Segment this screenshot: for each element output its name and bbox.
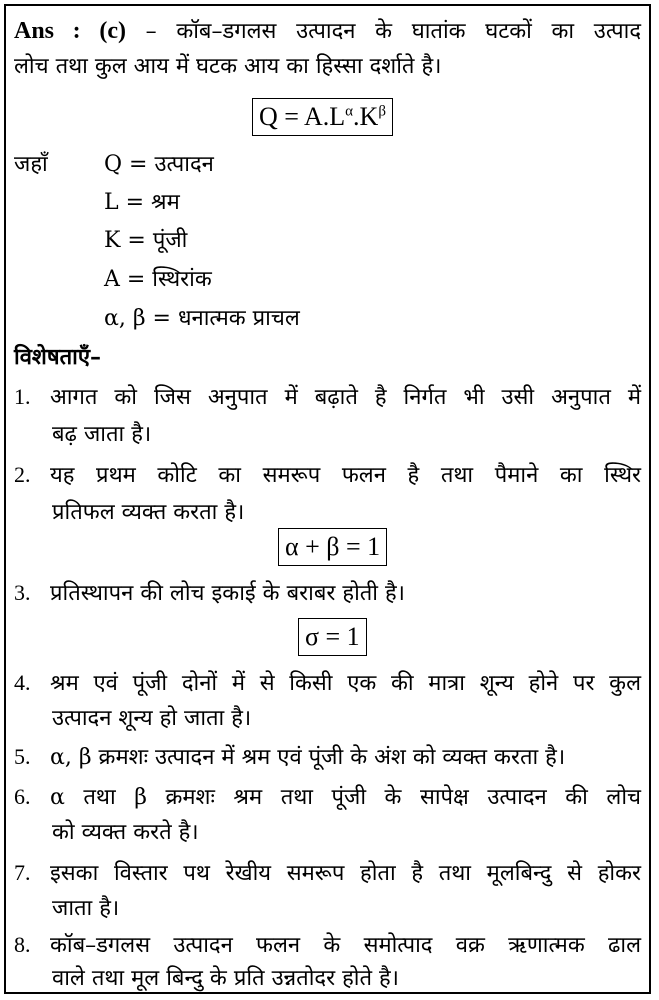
features-heading: विशेषताएँ–: [14, 344, 102, 370]
point-number: 8.: [14, 932, 31, 957]
point-4-cont: उत्पादन शून्य हो जाता है।: [52, 706, 252, 731]
definition-a: A = स्थिरांक: [104, 267, 212, 292]
answer-intro: – कॉब–डगलस उत्पादन के घातांक घटकों का उत्पाद: [145, 19, 641, 44]
point-text: α, β क्रमशः उत्पादन में श्रम एवं पूंजी के अंश को व्यक्त करता है।: [50, 745, 566, 770]
formula-alpha: α: [345, 103, 354, 120]
point-6-cont: को व्यक्त करते है।: [52, 820, 199, 845]
definition-k: K = पूंजी: [104, 228, 188, 253]
point-text: प्रतिस्थापन की लोच इकाई के बराबर होती है।: [50, 581, 406, 606]
sum-formula: α + β = 1: [278, 528, 387, 566]
answer-label: Ans : (c): [14, 18, 126, 44]
point-number: 1.: [14, 384, 31, 409]
formula-beta: β: [378, 103, 386, 120]
cobb-douglas-formula: [252, 98, 393, 136]
point-number: 7.: [14, 860, 31, 885]
point-text: यह प्रथम कोटि का समरूप फलन है तथा पैमाने का स्थिर: [50, 463, 641, 488]
sigma-formula: σ = 1: [298, 618, 367, 656]
point-number: 4.: [14, 670, 31, 695]
definition-alpha-beta: α, β = धनात्मक प्राचल: [104, 306, 300, 331]
answer-line-2: लोच तथा कुल आय में घटक आय का हिस्सा दर्शाते है।: [14, 54, 442, 79]
point-5: [14, 740, 641, 775]
answer-box: [4, 4, 651, 994]
point-number: 2.: [14, 462, 31, 487]
point-4: [14, 666, 641, 701]
point-7: [14, 856, 641, 891]
definition-q: Q = उत्पादन: [104, 152, 214, 177]
point-2: [14, 458, 641, 493]
formula-base: Q = A.L: [259, 102, 346, 131]
point-3: [14, 576, 641, 611]
where-label: जहाँ: [14, 152, 48, 177]
point-2-cont: प्रतिफल व्यक्त करता है।: [52, 500, 245, 525]
point-7-cont: जाता है।: [52, 896, 120, 921]
point-number: 3.: [14, 580, 31, 605]
point-8-cont: वाले तथा मूल बिन्दु के प्रति उन्नतोदर होते है।: [52, 966, 400, 991]
point-number: 6.: [14, 784, 31, 809]
answer-line-1: [14, 14, 641, 49]
point-8: [14, 928, 641, 963]
point-1-cont: बढ़ जाता है।: [52, 422, 152, 447]
point-text: इसका विस्तार पथ रेखीय समरूप होता है तथा मूलबिन्दु से होकर: [50, 861, 641, 886]
point-text: कॉब–डगलस उत्पादन फलन के समोत्पाद वक्र ऋणात्मक ढाल: [50, 933, 641, 958]
point-1: [14, 380, 641, 415]
definition-l: L = श्रम: [104, 190, 180, 215]
point-text: आगत को जिस अनुपात में बढ़ाते है निर्गत भी उसी अनुपात में: [50, 385, 641, 410]
point-number: 5.: [14, 744, 31, 769]
point-6: [14, 780, 641, 815]
formula-k: .K: [353, 102, 379, 131]
point-text: श्रम एवं पूंजी दोनों में से किसी एक की मात्रा शून्य होने पर कुल: [50, 671, 641, 696]
point-text: α तथा β क्रमशः श्रम तथा पूंजी के सापेक्ष उत्पादन की लोच: [50, 785, 641, 810]
